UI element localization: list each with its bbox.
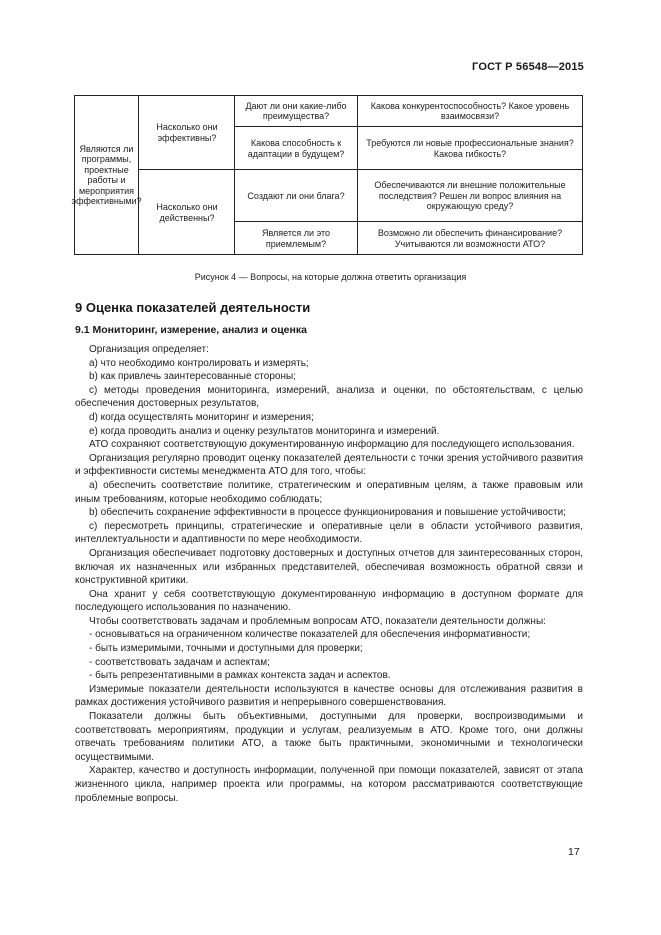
financing-question: Возможно ли обеспечить финансирование? Учитываются ли возможности АТО? xyxy=(377,228,563,249)
subsection-title: 9.1 Мониторинг, измерение, анализ и оценка xyxy=(75,324,307,336)
paragraph: Она хранит у себя соответствующую документированную информацию в доступном формате для последующего использования по назначению. xyxy=(75,588,583,614)
paragraph: АТО сохраняют соответствующую документированную информацию для последующего использования. xyxy=(89,439,575,451)
adaptability-question: Какова способность к адаптации в будущем? xyxy=(247,138,345,159)
paragraph: Организация определяет: xyxy=(89,344,209,355)
list-item: d) когда осуществлять мониторинг и измерения; xyxy=(89,411,314,423)
list-item: - быть репрезентативными в рамках контекста задач и аспектов. xyxy=(89,670,391,682)
list-item: - основываться на ограниченном количестве показателей для обеспечения информативности; xyxy=(89,629,531,641)
document-id: ГОСТ Р 56548—2015 xyxy=(472,61,584,73)
list-item: - соответствовать задачам и аспектам; xyxy=(89,656,270,668)
value-question: Создают ли они блага? xyxy=(247,190,345,201)
acceptability-question: Является ли это приемлемым? xyxy=(261,228,330,249)
paragraph: Организация обеспечивает подготовку достоверных и доступных отчетов для заинтересованных сторон, включая их назначенных или избранных представителей, обеспечивая возможность обратной связи и конструктивной критики. xyxy=(75,547,583,587)
list-item: c) пересмотреть принципы, стратегические и оперативные цели в области устойчивого развития, интеллектуальности и адаптивности по мере необходимости. xyxy=(75,520,583,546)
figure-caption: Рисунок 4 — Вопросы, на которые должна ответить организация xyxy=(194,272,467,282)
effectiveness-question: Насколько они эффективны? xyxy=(156,122,218,143)
list-item: - быть измеримыми, точными и доступными для проверки; xyxy=(89,643,363,655)
knowledge-question: Требуются ли новые профессиональные знания? Какова гибкость? xyxy=(366,138,574,159)
competitiveness-question: Какова конкурентоспособность? Какое уровень взаимосвязи? xyxy=(370,100,570,121)
page-number: 17 xyxy=(568,846,580,858)
section-title: 9 Оценка показателей деятельности xyxy=(75,300,311,315)
body-text xyxy=(75,343,583,805)
root-question: Являются ли программы, проектные работы и мероприятия эффективными? xyxy=(71,143,142,206)
list-item: e) когда проводить анализ и оценку результатов мониторинга и измерений. xyxy=(89,425,440,437)
list-item: b) как привлечь заинтересованные стороны; xyxy=(89,371,296,383)
benefits-question: Дают ли они какие-либо преимущества? xyxy=(245,100,347,121)
externalities-question: Обеспечиваются ли внешние положительные последствия? Решен ли вопрос влияния на окружающую среду? xyxy=(374,180,566,212)
efficiency-question: Насколько они действенны? xyxy=(156,202,218,223)
list-item: a) что необходимо контролировать и измерять; xyxy=(89,357,309,369)
questions-diagram xyxy=(71,95,583,255)
paragraph: Показатели должны быть объективными, доступными для проверки, воспроизводимыми и соответствовать мероприятиям, продукции и услугам, реализуемым в АТО. Кроме того, они должны отвечать требованиям политики АТО, а также быть практичными, экономичными и технологически осуществимыми. xyxy=(75,711,583,763)
list-item: c) методы проведения мониторинга, измерений, анализа и оценки, по обстоятельствам, с целью обеспечения достоверных результатов, xyxy=(75,384,583,410)
paragraph: Чтобы соответствовать задачам и проблемным вопросам АТО, показатели деятельности должны: xyxy=(89,615,546,627)
paragraph: Характер, качество и доступность информации, полученной при помощи показателей, зависят от этапа жизненного цикла, например проекта или программы, на котором рассматриваются соответствующие проблемные вопросы. xyxy=(75,765,583,804)
paragraph: Организация регулярно проводит оценку показателей деятельности с точки зрения устойчивого развития и эффективности системы менеджмента АТО для того, чтобы: xyxy=(75,452,583,478)
list-item: b) обеспечить сохранение эффективности в процессе функционирования и повышение устойчивости; xyxy=(89,507,566,519)
paragraph: Измеримые показатели деятельности используются в качестве основы для отслеживания развития в рамках достижения устойчивого развития и непрерывного совершенствования. xyxy=(75,683,583,709)
list-item: a) обеспечить соответствие политике, стратегическим и оперативным целям, а также правовым или иным требованиям, которые необходимо соблюдать; xyxy=(75,479,583,505)
